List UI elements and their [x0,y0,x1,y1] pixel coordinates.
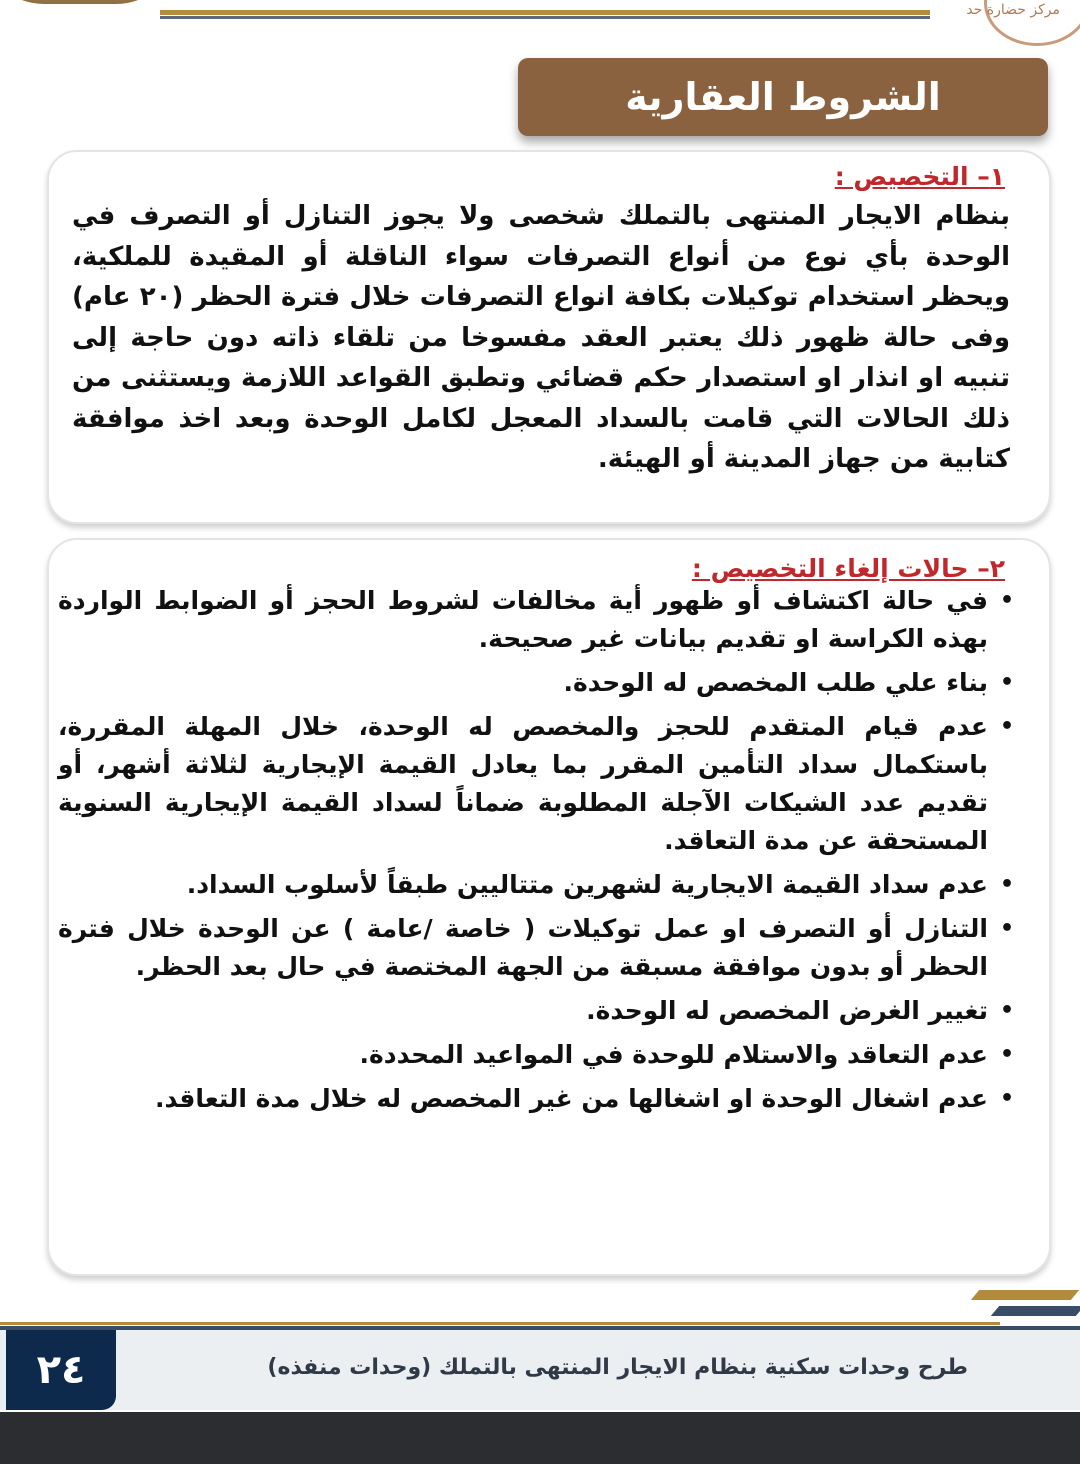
cancellation-list [58,582,1018,1124]
list-item: • التنازل أو التصرف او عمل توكيلات ( خاصة /عامة ) عن الوحدة خلال فترة الحظر أو بدون موافقة مسبقة من الجهة المختصة في حال بعد الحظر. [58,910,1018,986]
bullet-icon: • [999,998,1014,1023]
section1-body: بنظام الايجار المنتهى بالتملك شخصى ولا يجوز التنازل أو التصرف في الوحدة بأي نوع من أنواع التصرفات سواء الناقلة أو المقيدة للملكية، ويحظر استخدام توكيلات بكافة انواع التصرفات خلال فترة الحظر (٢٠ عام) وفى حالة ظهور ذلك يعتبر العقد مفسوخا من تلقاء ذاته دون حاجة إلى تنبيه او انذار او استصدار حكم قضائي وتطبق القواعد اللازمة ويستثنى من ذلك الحالات التي قامت بالسداد المعجل لكامل الوحدة وبعد اخذ موافقة كتابية من جهاز المدينة أو الهيئة. [72,201,1010,474]
footer-stripe-navy [991,1306,1080,1316]
list-item: • عدم قيام المتقدم للحجز والمخصص له الوحدة، خلال المهلة المقررة، باستكمال سداد التأمين المقرر بما يعادل القيمة الإيجارية لثلاثة أشهر، أو تقديم عدد الشيكات الآجلة المطلوبة ضماناً لسداد القيمة الإيجارية السنوية المستحقة عن مدة التعاقد. [58,708,1018,860]
bullet-icon: • [999,1086,1014,1111]
bullet-icon: • [999,916,1014,941]
list-item: • في حالة اكتشاف أو ظهور أية مخالفات لشروط الحجز أو الضوابط الواردة بهذه الكراسة او تقديم بيانات غير صحيحة. [58,582,1018,658]
list-item: • عدم التعاقد والاستلام للوحدة في المواعيد المحددة. [58,1036,1018,1074]
footer-stripe-gold [971,1290,1079,1300]
bullet-icon: • [999,588,1014,613]
list-item: • عدم اشغال الوحدة او اشغالها من غير المخصص له خلال مدة التعاقد. [58,1080,1018,1118]
bullet-icon: • [999,1042,1014,1067]
title-banner [518,58,1048,136]
list-item: • عدم سداد القيمة الايجارية لشهرين متتاليين طبقاً لأسلوب السداد. [58,866,1018,904]
section1-heading: ١– التخصيص : [834,162,1005,191]
footer-gold-line [0,1322,1000,1325]
list-item: • بناء علي طلب المخصص له الوحدة. [58,664,1018,702]
bottom-bar [0,1412,1080,1464]
bullet-icon: • [999,872,1014,897]
page-title: الشروط العقارية [625,75,941,119]
header-gold-line [160,10,930,15]
section2-heading: ٢– حالات إلغاء التخصيص : [691,554,1005,583]
logo-emblem [0,0,180,4]
page-number: ٢٤ [36,1347,86,1393]
bullet-icon: • [999,670,1014,695]
footer-title: طرح وحدات سكنية بنظام الايجار المنتهى بالتملك (وحدات منفذه) [267,1355,968,1380]
bullet-icon: • [999,714,1014,739]
list-item: • تغيير الغرض المخصص له الوحدة. [58,992,1018,1030]
header-gray-line [160,16,930,19]
page-number-box [6,1330,116,1410]
seal-text: مركز حضارة حد [966,2,1060,18]
